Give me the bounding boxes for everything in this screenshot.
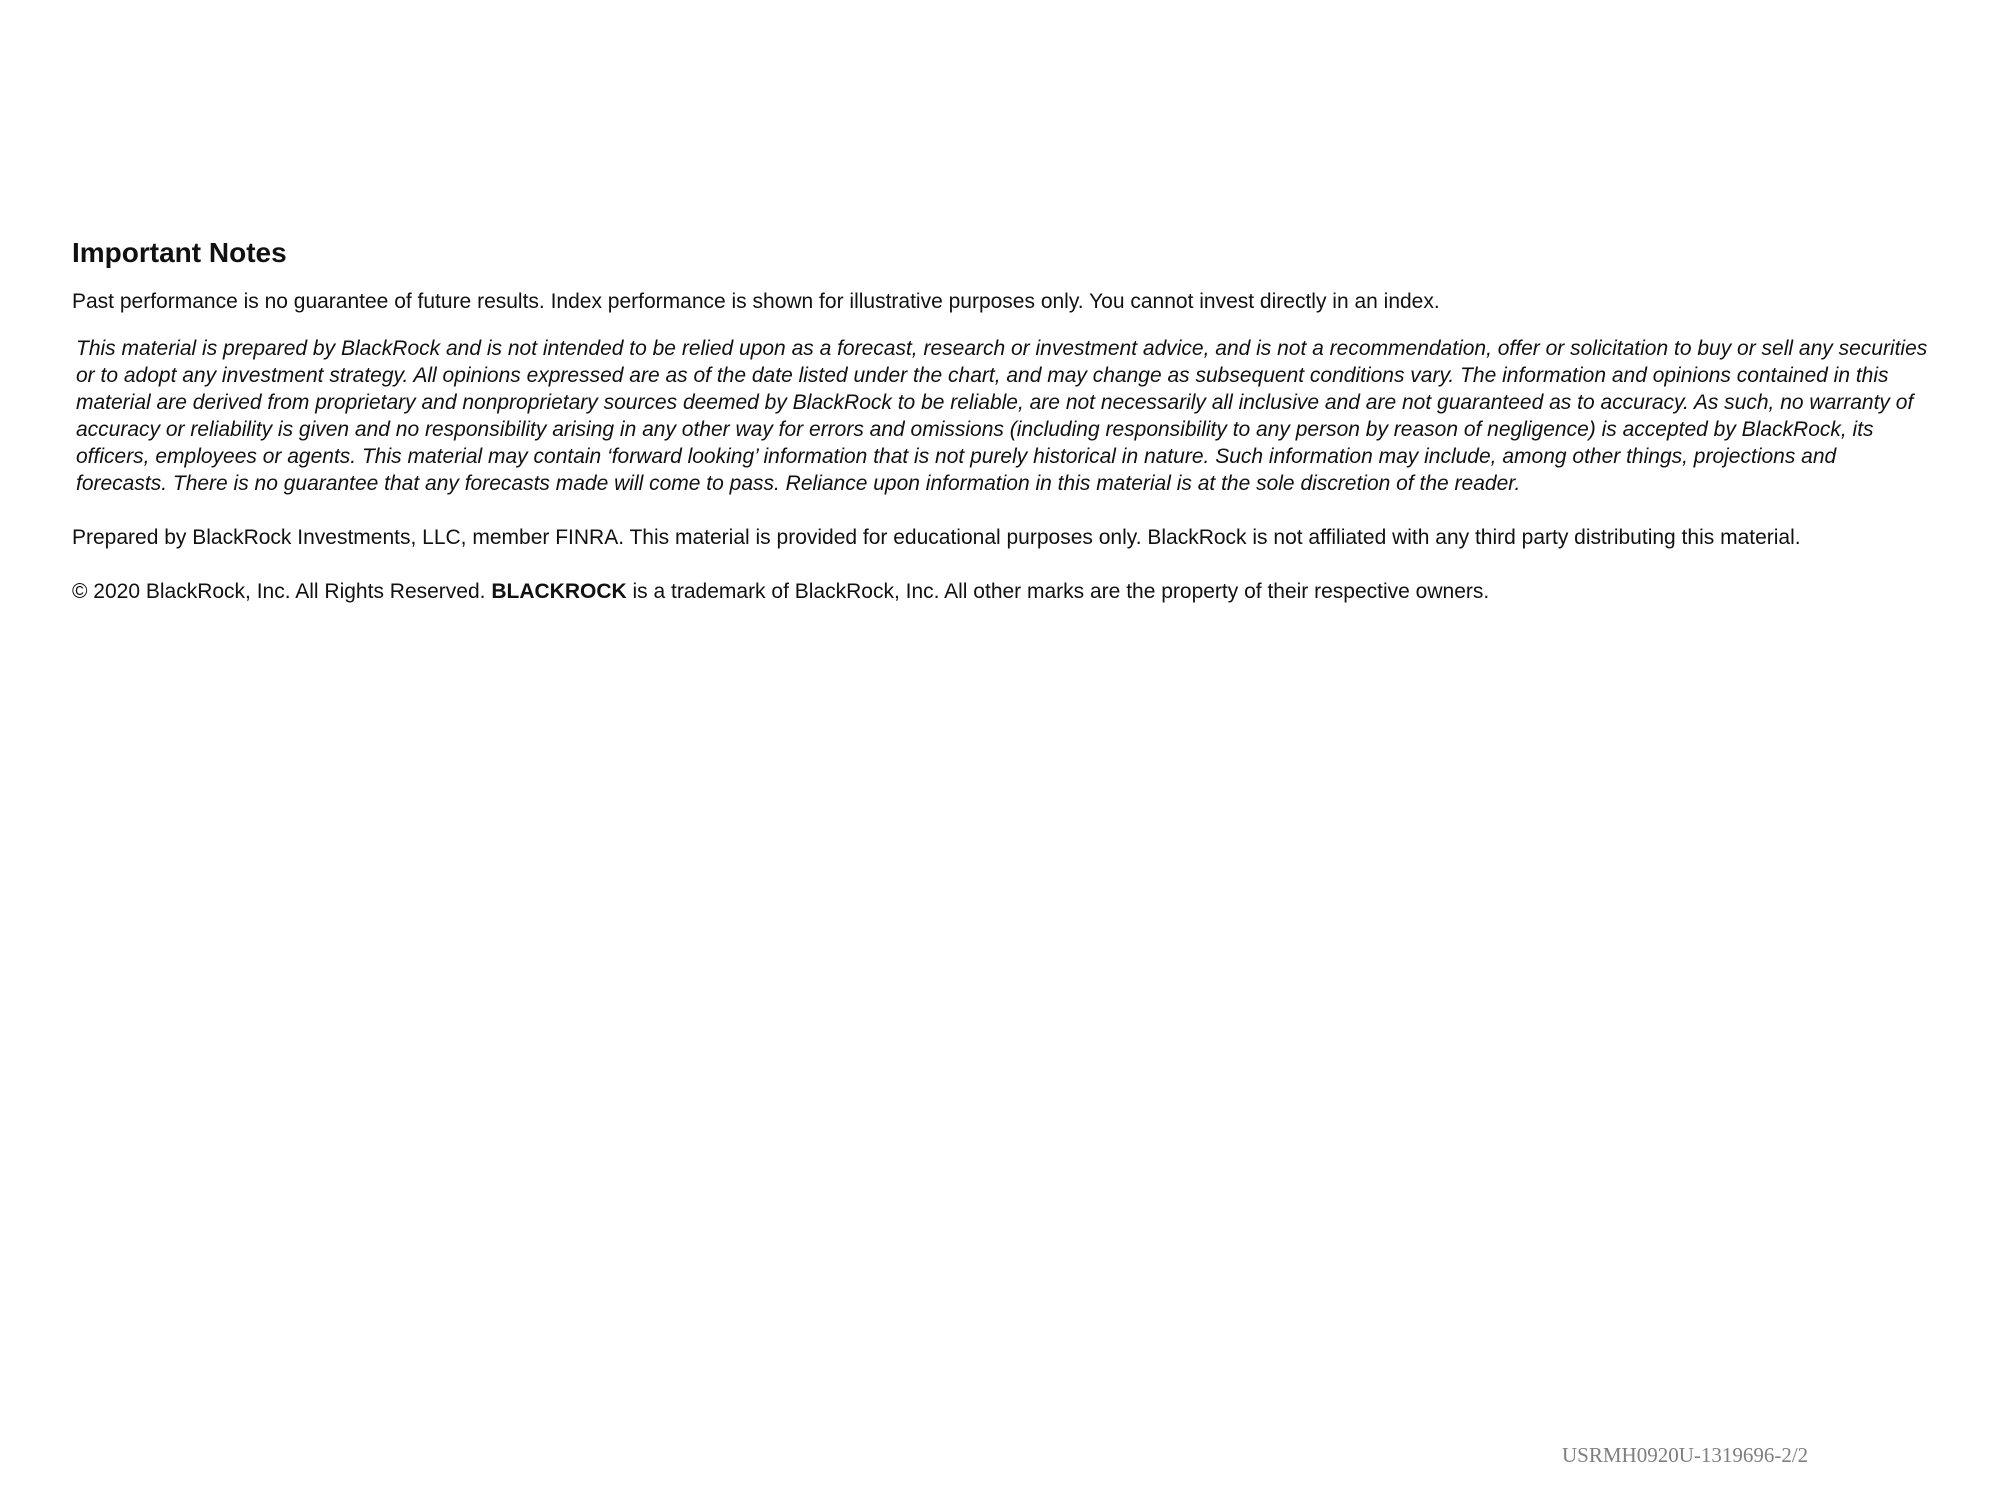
copyright-suffix: is a trademark of BlackRock, Inc. All other marks are the property of their respective owners. <box>632 580 1490 603</box>
document-code: USRMH0920U-1319696-2/2 <box>1562 1443 1809 1467</box>
past-performance-text: Past performance is no guarantee of future results. Index performance is shown for illustrative purposes only. You cannot invest directly in an index. <box>72 290 1440 313</box>
important-notes-section <box>72 236 1932 605</box>
copyright-line <box>72 578 1932 605</box>
prepared-by-text: Prepared by BlackRock Investments, LLC, member FINRA. This material is provided for educational purposes only. BlackRock is not affiliated with any third party distributing this material. <box>72 526 1801 549</box>
copyright-prefix: © 2020 BlackRock, Inc. All Rights Reserved. <box>72 580 486 603</box>
disclaimer-text: This material is prepared by BlackRock and is not intended to be relied upon as a forecast, research or investment advice, and is not a recommendation, offer or solicitation to buy or sell any securities or to adopt any investment strategy. All opinions expressed are as of the date listed under the chart, and may change as subsequent conditions vary. The information and opinions contained in this material are derived from proprietary and nonproprietary sources deemed by BlackRock to be reliable, are not necessarily all inclusive and are not guaranteed as to accuracy. As such, no warranty of accuracy or reliability is given and no responsibility arising in any other way for errors and omissions (including responsibility to any person by reason of negligence) is accepted by BlackRock, its officers, employees or agents. This material may contain ‘forward looking’ information that is not purely historical in nature. Such information may include, among other things, projections and forecasts. There is no guarantee that any forecasts made will come to pass. Reliance upon information in this material is at the sole discretion of the reader. <box>76 337 1928 495</box>
notes-title: Important Notes <box>72 237 287 268</box>
brand-mark: BLACKROCK <box>491 580 627 603</box>
